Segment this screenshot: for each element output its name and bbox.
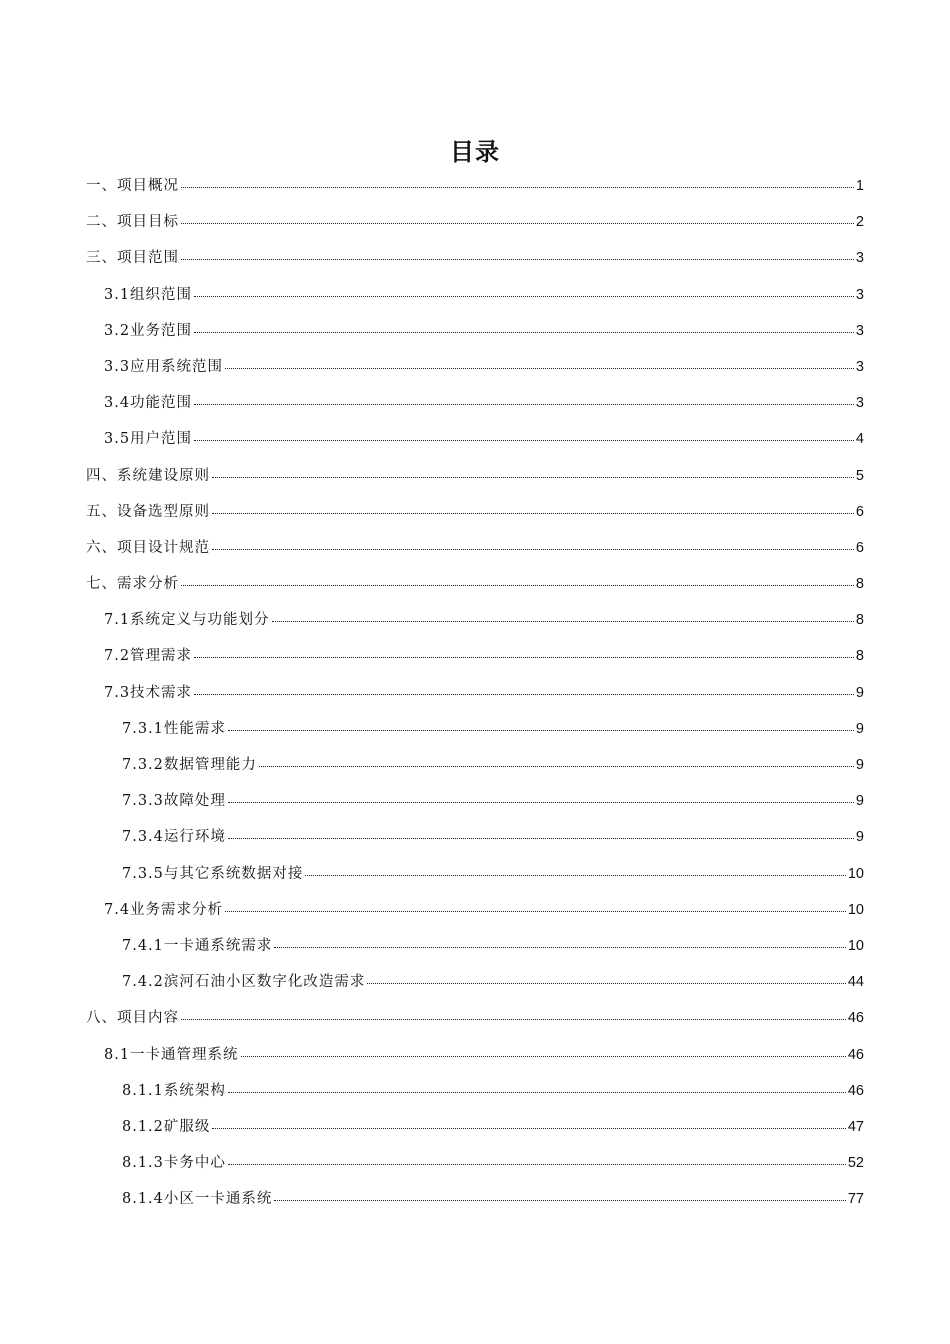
toc-entry[interactable] — [86, 168, 864, 204]
toc-entry-text: 7.3.4运行环境 — [122, 829, 226, 846]
toc-entry[interactable] — [86, 1000, 864, 1036]
toc-entry-page-number: 9 — [855, 757, 864, 773]
toc-dot-leader — [228, 729, 854, 731]
toc-entry-page-number: 9 — [855, 829, 864, 846]
toc-dot-leader — [225, 367, 854, 369]
toc-entry-text: 七、需求分析 — [86, 576, 179, 593]
toc-entry[interactable] — [86, 1181, 864, 1217]
toc-entry-text: 7.3.2数据管理能力 — [122, 757, 257, 773]
toc-entry-page-number: 47 — [847, 1118, 864, 1135]
toc-entry-page-number: 77 — [847, 1191, 864, 1208]
toc-dot-leader — [194, 403, 854, 405]
toc-dot-leader — [228, 1163, 846, 1165]
toc-entry[interactable] — [86, 240, 864, 276]
toc-dot-leader — [259, 765, 854, 767]
toc-entry[interactable] — [86, 1145, 864, 1181]
toc-entry-text: 3.1组织范围 — [104, 286, 193, 303]
toc-entry-text: 3.3应用系统范围 — [104, 358, 224, 375]
toc-entry[interactable] — [86, 711, 864, 747]
toc-entry-text: 八、项目内容 — [86, 1010, 179, 1027]
toc-entry-page-number: 46 — [847, 1082, 864, 1099]
toc-dot-leader — [194, 693, 854, 695]
toc-entry-text: 8.1.4小区一卡通系统 — [122, 1191, 273, 1208]
toc-dot-leader — [228, 837, 854, 839]
toc-entry[interactable] — [86, 783, 864, 819]
toc-entry-text: 五、设备选型原则 — [86, 503, 210, 520]
toc-entry[interactable] — [86, 349, 864, 385]
toc-dot-leader — [181, 258, 854, 260]
toc-entry[interactable] — [86, 530, 864, 566]
toc-entry-text: 六、项目设计规范 — [86, 539, 210, 556]
toc-entry[interactable] — [86, 964, 864, 1000]
toc-entry[interactable] — [86, 675, 864, 711]
toc-entry-text: 8.1一卡通管理系统 — [104, 1046, 239, 1063]
toc-entry-text: 7.3技术需求 — [104, 684, 193, 701]
toc-title: 目录 — [450, 138, 500, 166]
toc-entry-page-number: 10 — [847, 865, 864, 882]
toc-dot-leader — [225, 910, 846, 912]
toc-entry[interactable] — [86, 277, 864, 313]
toc-entry-text: 8.1.2矿服级 — [122, 1118, 211, 1135]
toc-entry-page-number: 6 — [855, 539, 864, 556]
toc-dot-leader — [181, 186, 854, 188]
toc-entry-text: 7.3.1性能需求 — [122, 720, 226, 737]
toc-entry-text: 7.3.3故障处理 — [122, 793, 226, 810]
toc-dot-leader — [305, 874, 845, 876]
toc-dot-leader — [212, 1127, 845, 1129]
toc-entry-text: 三、项目范围 — [86, 250, 179, 267]
toc-entry-text: 3.2业务范围 — [104, 322, 193, 339]
toc-dot-leader — [367, 982, 845, 984]
toc-entry-page-number: 3 — [855, 395, 864, 412]
toc-dot-leader — [212, 512, 854, 514]
toc-dot-leader — [272, 620, 854, 622]
toc-entry-text: 7.2管理需求 — [104, 648, 193, 665]
toc-entry-page-number: 8 — [855, 648, 864, 665]
toc-entry-text: 四、系统建设原则 — [86, 467, 210, 484]
toc-entry-text: 3.4功能范围 — [104, 395, 193, 412]
toc-entry-page-number: 46 — [847, 1046, 864, 1063]
toc-entry-text: 二、项目目标 — [86, 214, 179, 231]
toc-entry-page-number: 3 — [855, 250, 864, 267]
toc-entry-text: 7.4业务需求分析 — [104, 901, 224, 918]
toc-entry-text: 7.4.2滨河石油小区数字化改造需求 — [122, 974, 366, 991]
toc-dot-leader — [274, 946, 845, 948]
toc-entry-page-number: 1 — [855, 178, 864, 194]
toc-entry-page-number: 44 — [847, 974, 864, 991]
toc-dot-leader — [228, 1091, 846, 1093]
toc-entry-text: 7.3.5与其它系统数据对接 — [122, 865, 304, 882]
toc-entry-page-number: 5 — [855, 467, 864, 484]
toc-entry-page-number: 2 — [855, 214, 864, 231]
toc-dot-leader — [212, 548, 854, 550]
toc-entry[interactable] — [86, 928, 864, 964]
toc-entry-page-number: 3 — [855, 322, 864, 339]
toc-entry[interactable] — [86, 313, 864, 349]
toc-dot-leader — [181, 584, 854, 586]
toc-dot-leader — [194, 656, 854, 658]
toc-dot-leader — [181, 222, 854, 224]
toc-entry[interactable] — [86, 747, 864, 783]
toc-entry-page-number: 4 — [855, 431, 864, 448]
toc-dot-leader — [194, 439, 854, 441]
toc-entry-text: 7.1系统定义与功能划分 — [104, 612, 270, 629]
toc-entry[interactable] — [86, 458, 864, 494]
toc-entry-text: 7.4.1一卡通系统需求 — [122, 937, 273, 954]
toc-entry-page-number: 10 — [847, 901, 864, 918]
toc-dot-leader — [241, 1055, 846, 1057]
toc-entry-page-number: 9 — [855, 793, 864, 810]
toc-list — [86, 168, 864, 1217]
toc-entry-page-number: 9 — [855, 720, 864, 737]
toc-entry[interactable] — [86, 819, 864, 855]
toc-entry[interactable] — [86, 1037, 864, 1073]
toc-entry[interactable] — [86, 421, 864, 457]
toc-entry[interactable] — [86, 856, 864, 892]
toc-entry[interactable] — [86, 892, 864, 928]
toc-entry-page-number: 3 — [855, 286, 864, 303]
toc-entry[interactable] — [86, 638, 864, 674]
toc-entry-page-number: 8 — [855, 612, 864, 629]
toc-entry-page-number: 10 — [847, 937, 864, 954]
toc-entry[interactable] — [86, 566, 864, 602]
toc-entry-page-number: 9 — [855, 684, 864, 701]
toc-dot-leader — [194, 331, 854, 333]
toc-entry-text: 8.1.3卡务中心 — [122, 1155, 226, 1172]
toc-entry-page-number: 46 — [847, 1010, 864, 1027]
toc-entry-text: 8.1.1系统架构 — [122, 1082, 226, 1099]
toc-entry-page-number: 8 — [855, 576, 864, 593]
toc-dot-leader — [228, 801, 854, 803]
toc-dot-leader — [274, 1199, 845, 1201]
toc-entry[interactable] — [86, 494, 864, 530]
toc-entry-page-number: 6 — [855, 503, 864, 520]
toc-entry-text: 3.5用户范围 — [104, 431, 193, 448]
toc-entry[interactable] — [86, 1073, 864, 1109]
toc-dot-leader — [194, 295, 854, 297]
toc-entry-text: 一、项目概况 — [86, 178, 179, 194]
toc-dot-leader — [212, 476, 854, 478]
toc-entry-page-number: 52 — [847, 1155, 864, 1172]
toc-entry[interactable] — [86, 204, 864, 240]
toc-entry[interactable] — [86, 1109, 864, 1145]
toc-entry-page-number: 3 — [855, 358, 864, 375]
toc-entry[interactable] — [86, 385, 864, 421]
toc-dot-leader — [181, 1018, 846, 1020]
toc-entry[interactable] — [86, 602, 864, 638]
